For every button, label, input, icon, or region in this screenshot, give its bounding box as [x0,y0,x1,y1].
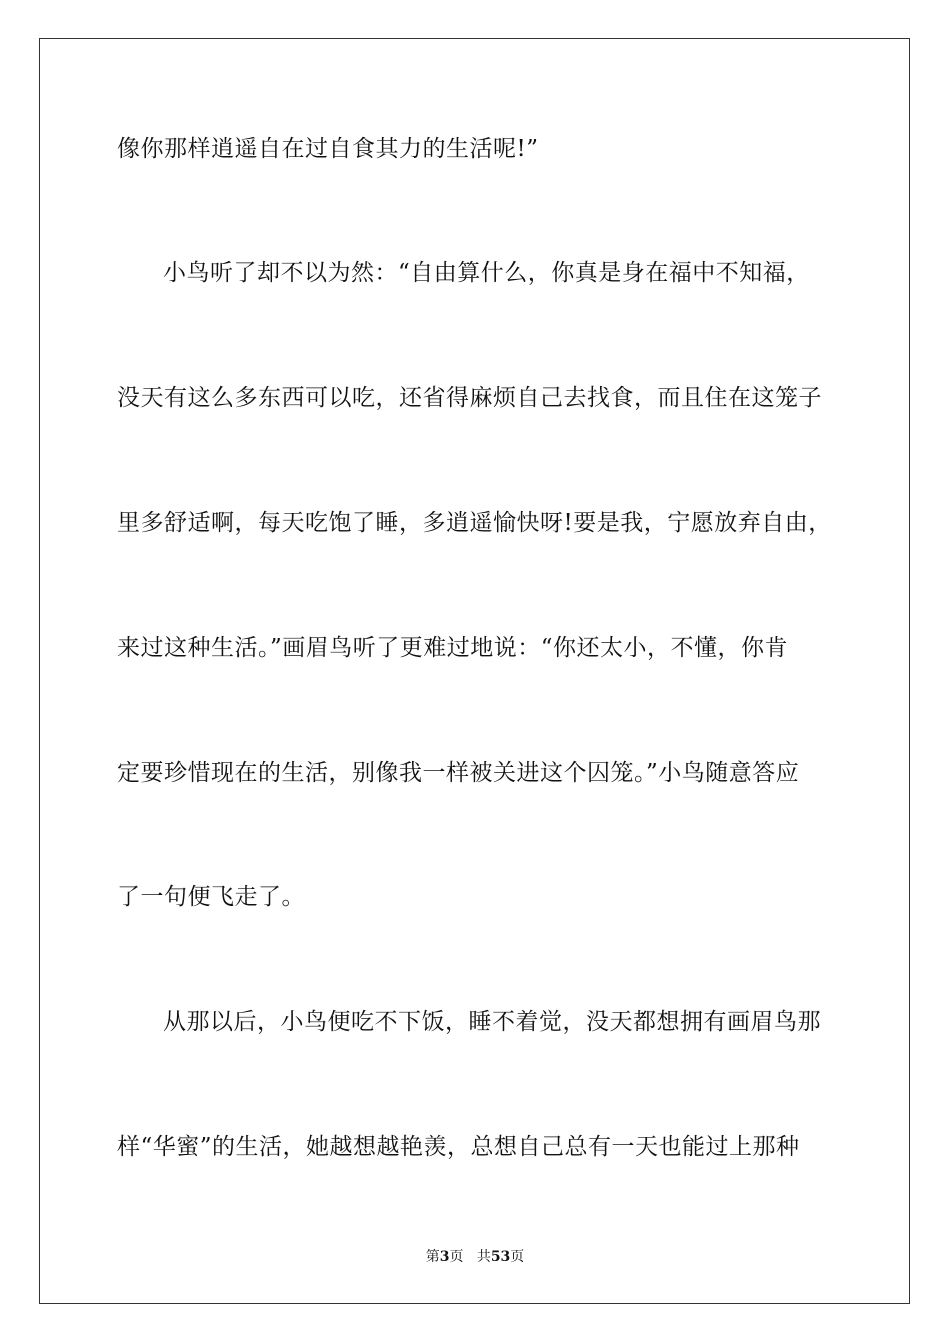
text-line-4: 里多舒适啊，每天吃饱了睡，多逍遥愉快呀!要是我，宁愿放弃自由， [117,510,832,536]
text-line-1: 像你那样逍遥自在过自食其力的生活呢!” [117,136,539,162]
total-pages: 53 [490,1249,511,1265]
text-line-3: 没天有这么多东西可以吃，还省得麻烦自己去找食，而且住在这笼子 [117,385,822,411]
text-line-6: 定要珍惜现在的生活，别像我一样被关进这个囚笼。”小鸟随意答应 [117,760,800,786]
page-prefix: 第 [425,1249,440,1265]
page-footer [0,1248,950,1266]
page-number: 3 [439,1249,450,1265]
text-line-9: 样“华蜜”的生活，她越想越艳羡，总想自己总有一天也能过上那种 [117,1134,800,1160]
page-suffix: 页 [449,1249,464,1265]
text-line-2: 小鸟听了却不以为然：“自由算什么，你真是身在福中不知福， [163,260,810,286]
text-line-7: 了一句便飞走了。 [117,884,305,910]
total-suffix: 页 [510,1249,525,1265]
text-line-8: 从那以后，小鸟便吃不下饭，睡不着觉，没天都想拥有画眉鸟那 [163,1009,821,1035]
text-line-5: 来过这种生活。”画眉鸟听了更难过地说：“你还太小，不懂，你肯 [117,635,789,661]
total-prefix: 共 [476,1249,491,1265]
page-border [39,38,910,1304]
